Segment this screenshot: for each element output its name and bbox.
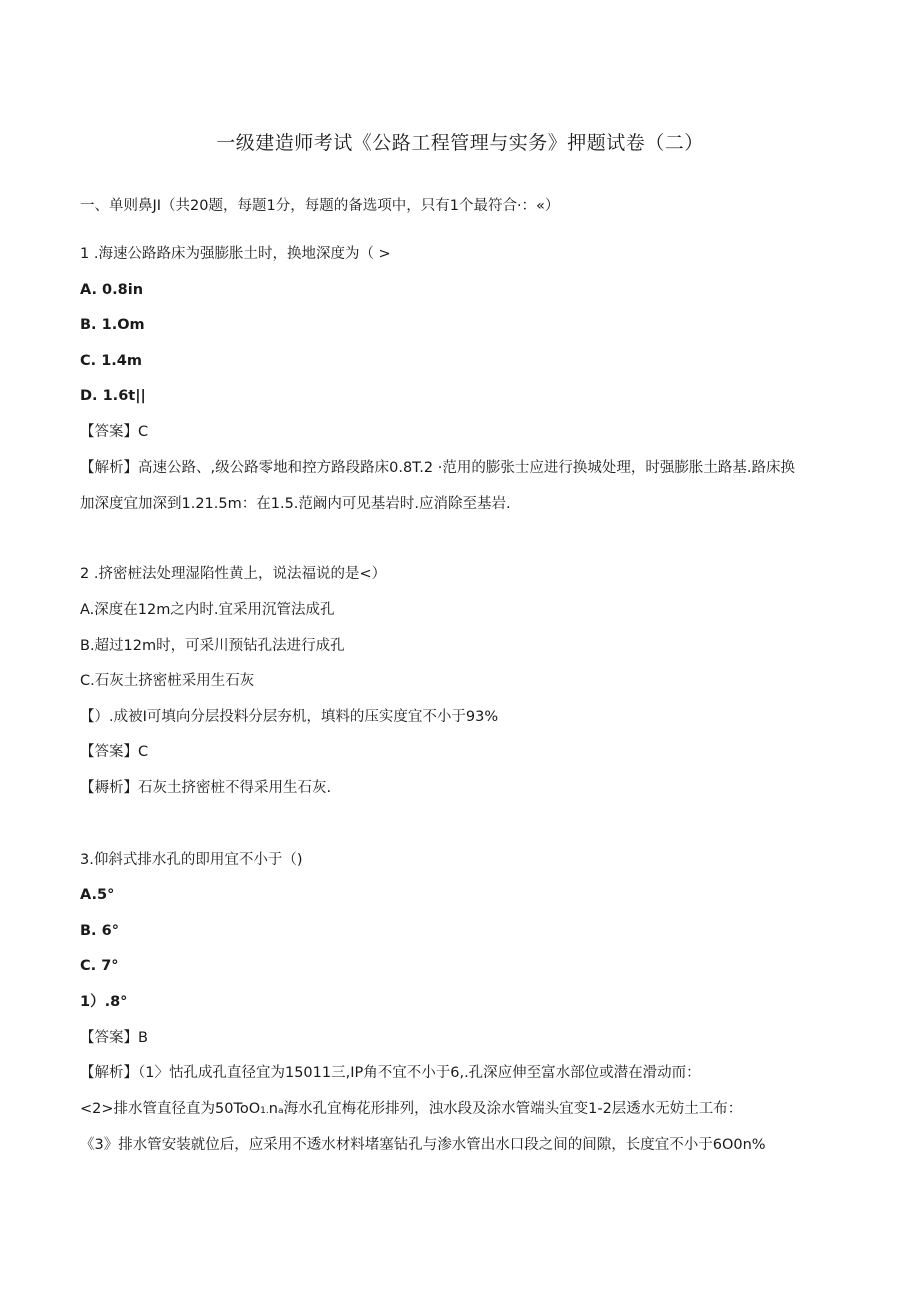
q3-analysis-line1: 【解析】（1〉怙孔成孔直径宜为15011三,IP角不宜不小于6,.孔深应伸至富水部位或潜在滑动而： (80, 1065, 701, 1081)
section-heading: 一、单则鼻JI（共20题，每题1分，每题的备选项中，只有1个最符合·：«） (80, 198, 560, 214)
q1-analysis-line2: 加深度宜加深到1.21.5m：在1.5.范阚内可见基岩时.应消除至基岩. (80, 496, 511, 512)
q2-option-d: 【）.成被I可填向分层投料分层夯机，填料的压实度宜不小于93% (80, 709, 499, 725)
q2-analysis: 【耨析】石灰土挤密桩不得采用生石灰. (80, 780, 332, 796)
q1-option-b: B. 1.Om (80, 317, 145, 333)
q3-analysis-line2 (80, 1099, 742, 1121)
q3-option-a: A.5° (80, 887, 115, 903)
q3-analysis-line2-part2: nₐ海水孔宜梅花形排列，浊水段及涂水管端头宜变1-2层透水无妨土工布： (268, 1101, 743, 1117)
q1-answer: 【答案】C (80, 424, 149, 440)
q2-answer: 【答案】C (80, 744, 149, 760)
q3-answer: 【答案】B (80, 1030, 148, 1046)
q3-stem: 3.仰斜式排水孔的即用宜不小于（) (80, 852, 303, 868)
q3-option-b: B. 6° (80, 923, 119, 939)
q2-stem: 2 .挤密桩法处理湿陷性黄上，说法福说的是<） (80, 566, 387, 582)
q1-stem: 1 .海速公路路床为强膨胀土时，换地深度为（ > (80, 246, 391, 262)
q1-analysis-line1: 【解析】高速公路、,级公路零地和控方路段路床0.8T.2 ·范用的膨张士应进行换城处理，时强膨胀土路基.路床换 (80, 460, 795, 476)
q3-option-c: C. 7° (80, 958, 119, 974)
q3-analysis-line2-subscript: 1. (260, 1106, 269, 1116)
document-title: 一级建造师考试《公路工程管理与实务》押题试卷（二） (216, 132, 704, 154)
q1-option-c: C. 1.4m (80, 353, 142, 369)
q2-option-a: A.深度在12m之内时.宜采用沉管法成孔 (80, 602, 335, 618)
q3-option-d: 1）.8° (80, 994, 128, 1010)
q1-option-a: A. 0.8in (80, 282, 144, 298)
q3-analysis-line2-part1: <2>排水管直径直为50ToO (80, 1101, 261, 1117)
q1-option-d: D. 1.6t|| (80, 388, 146, 404)
q2-option-c: C.石灰土挤密桩采用生石灰 (80, 673, 255, 689)
q3-analysis-line3: 《3》排水管安装就位后，应采用不透水材料堵塞钻孔与渗水管出水口段之间的间隙，长度宜不小于6O0n% (80, 1137, 766, 1153)
q2-option-b: B.超过12m时，可采川预钻孔法进行成孔 (80, 638, 345, 654)
